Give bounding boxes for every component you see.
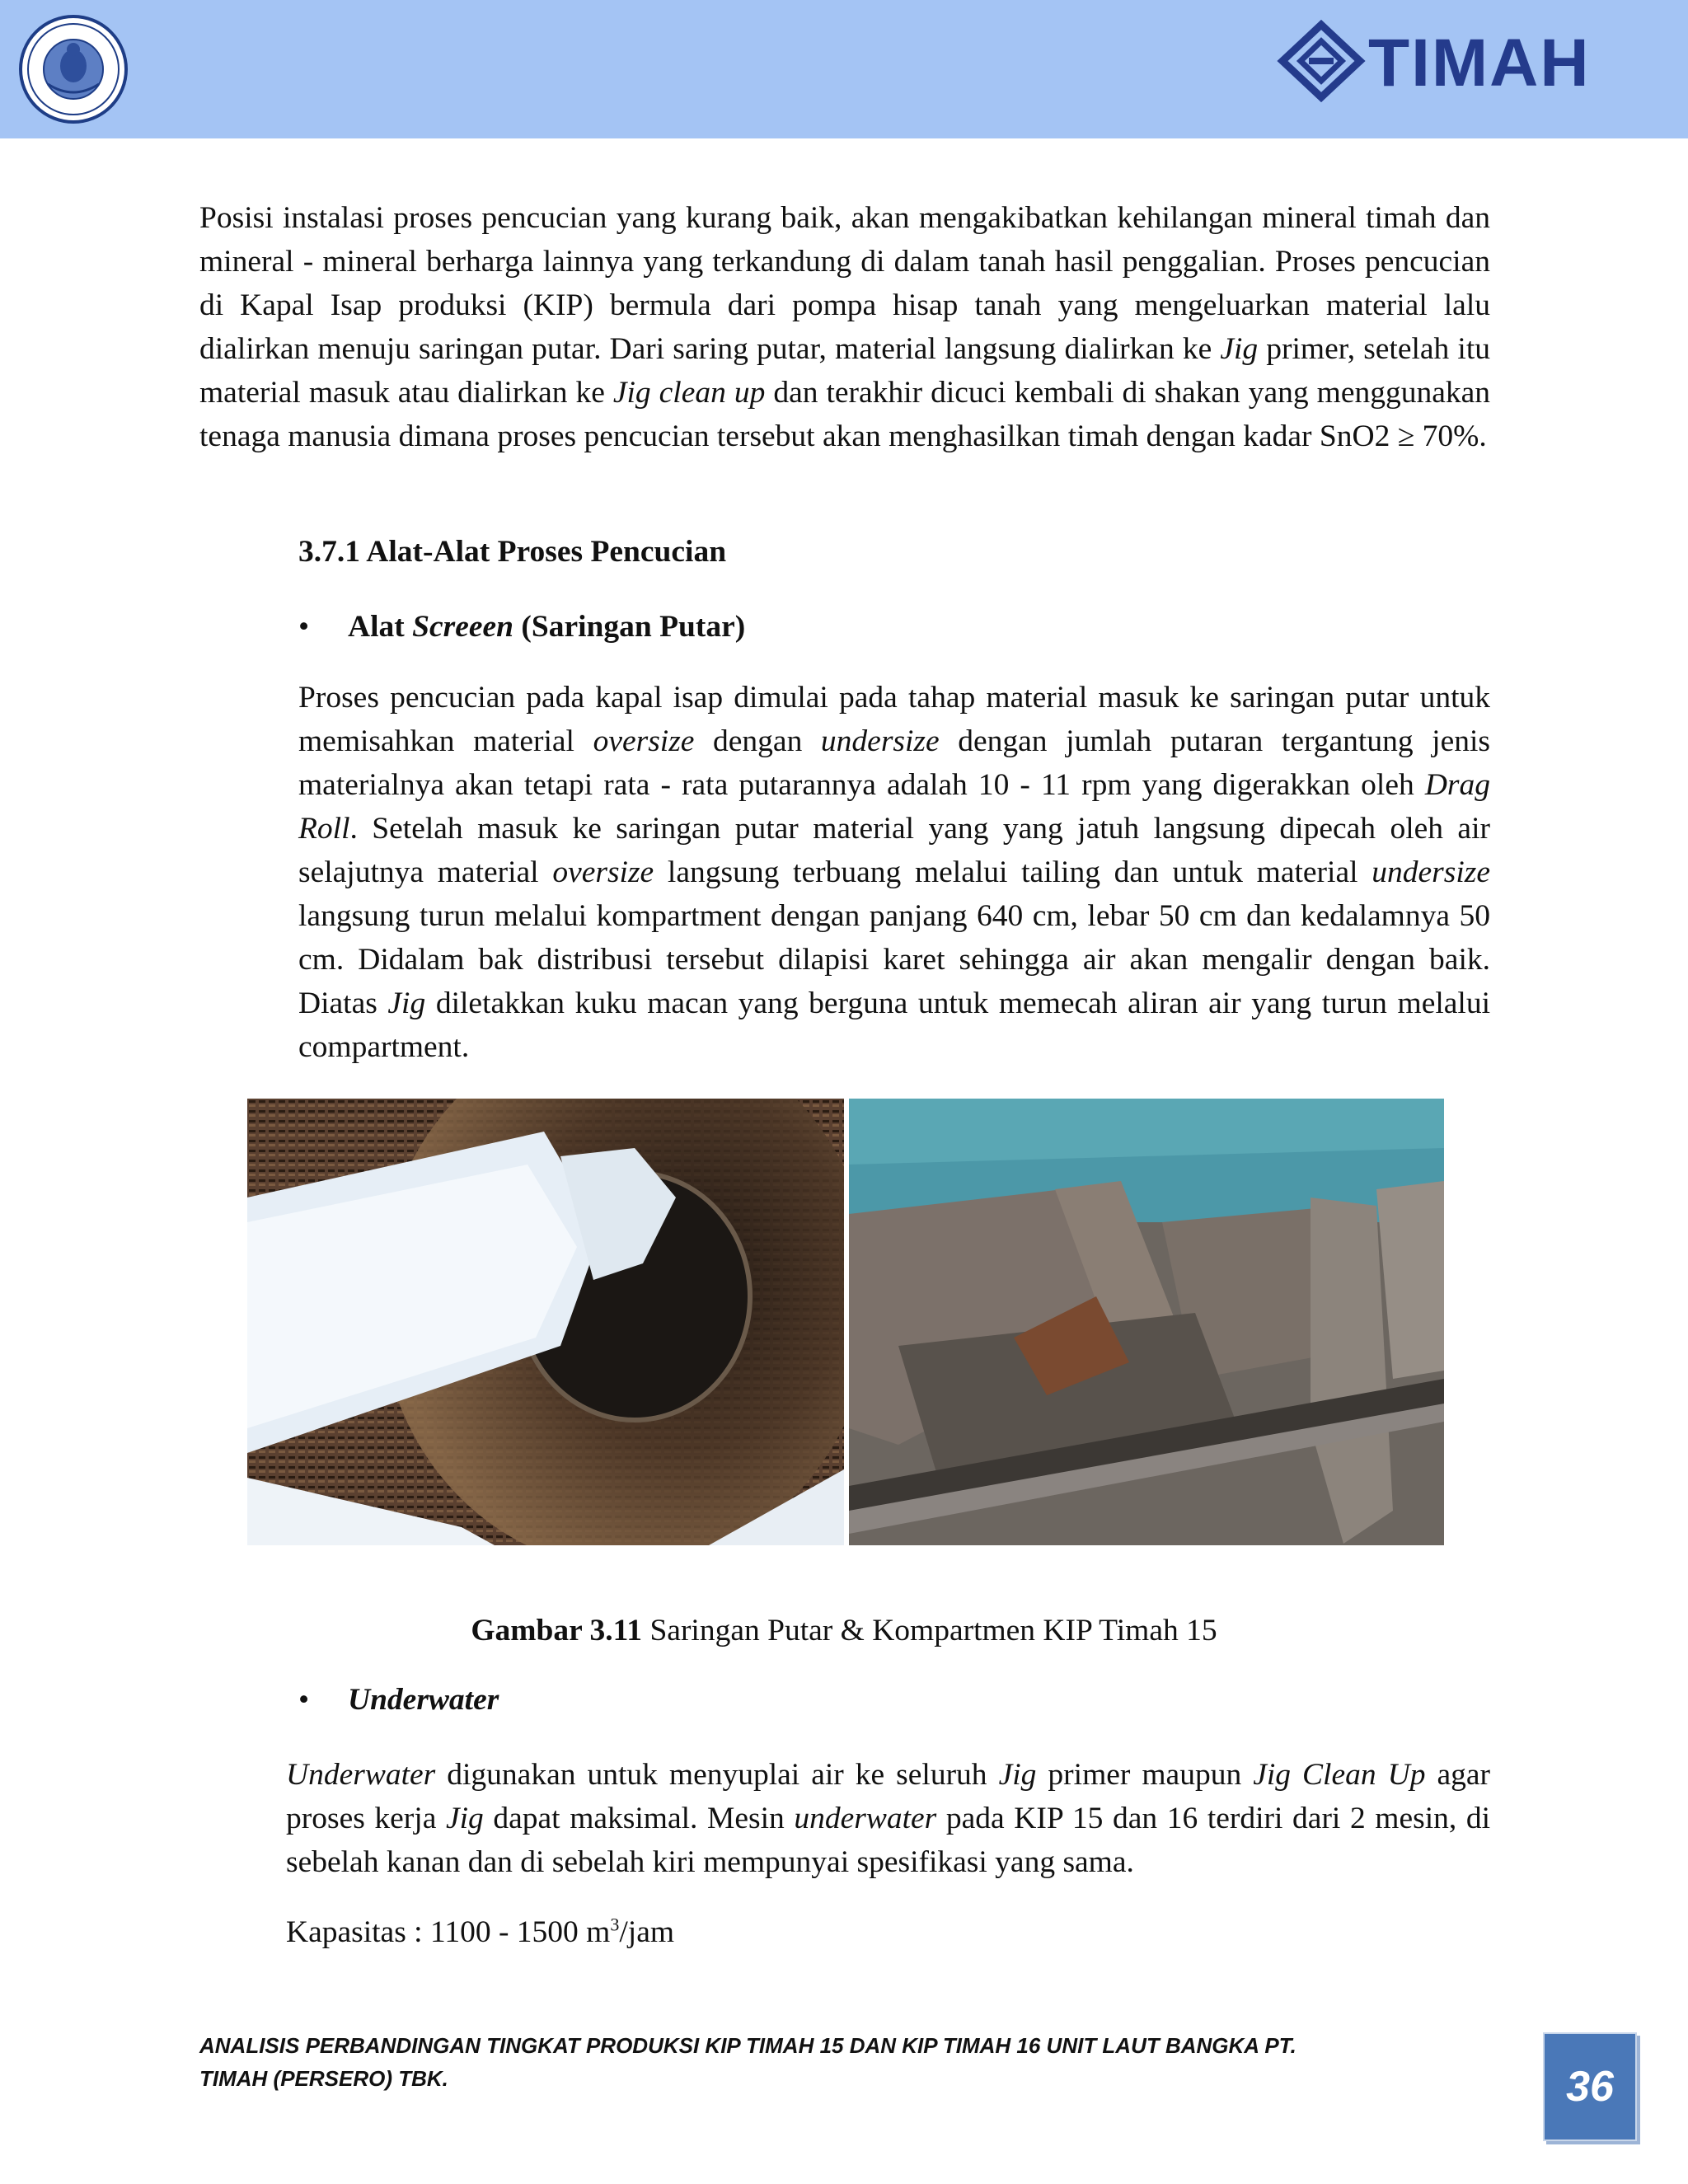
p2-t6: langsung turun melalui kompartment dengan panjang 640 cm, lebar 50 cm dan kedalamnya 50 cm. Didalam bak distribusi tersebut dilapisi karet sehingga air akan mengalir dengan baik. Diatas xyxy=(298,899,1490,1020)
bullet-dot: • xyxy=(298,610,310,644)
section-heading: 3.7.1 Alat-Alat Proses Pencucian xyxy=(298,535,727,569)
capacity-text xyxy=(286,1910,1490,1954)
p3-i5: underwater xyxy=(794,1802,937,1835)
p2-i6: Jig xyxy=(387,987,426,1020)
p2-i5: undersize xyxy=(1372,855,1490,889)
p2-t3: dengan jumlah putaran tergantung jenis materialnya akan tetapi rata - rata putarannya adalah 10 - 11 rpm yang digerakkan oleh xyxy=(298,724,1490,802)
figure-caption-text: Saringan Putar & Kompartmen KIP Timah 15 xyxy=(642,1614,1217,1647)
page-number: 36 xyxy=(1543,2032,1637,2141)
p3-i2: Jig xyxy=(998,1758,1037,1792)
intro-block xyxy=(199,196,1490,458)
page-header xyxy=(0,0,1688,138)
footer-line-1: ANALISIS PERBANDINGAN TINGKAT PRODUKSI KIP TIMAH 15 DAN KIP TIMAH 16 UNIT LAUT BANGKA PT. xyxy=(199,2033,1296,2058)
intro-paragraph xyxy=(199,196,1490,458)
p2-i2: undersize xyxy=(820,724,940,758)
footer-line-2: TIMAH (PERSERO) TBK. xyxy=(199,2066,448,2091)
p3-i3: Jig Clean Up xyxy=(1253,1758,1426,1792)
p3-t5: pada KIP 15 dan 16 terdiri dari 2 mesin, di sebelah kanan dan di sebelah kiri mempunyai spesifikasi yang sama. xyxy=(286,1802,1491,1879)
p2-t2: dengan xyxy=(694,724,821,758)
page-footer xyxy=(199,2029,1502,2095)
p3-t1: digunakan untuk menyuplai air ke seluruh xyxy=(435,1758,999,1792)
photo-compartment xyxy=(849,1099,1444,1545)
p2-i3: Drag Roll xyxy=(298,768,1490,846)
p2-t7: diletakkan kuku macan yang berguna untuk memecah aliran air yang turun melalui compartment. xyxy=(298,987,1490,1064)
intro-jig-clean-up: Jig clean up xyxy=(612,376,766,410)
p2-t1: Proses pencucian pada kapal isap dimulai pada tahap material masuk ke saringan putar untuk memisahkan material xyxy=(298,681,1490,758)
p3-t4: dapat maksimal. Mesin xyxy=(483,1802,795,1835)
bullet-screen-label-a: Alat xyxy=(348,610,413,644)
capacity-sup: 3 xyxy=(610,1914,620,1935)
itb-logo-icon xyxy=(12,15,135,138)
bullet-dot: • xyxy=(298,1683,310,1717)
figure-label: Gambar 3.11 xyxy=(471,1614,643,1647)
bullet-screen xyxy=(298,605,745,649)
screen-description xyxy=(298,676,1490,1069)
underwater-paragraph xyxy=(286,1753,1490,1884)
bullet-screen-label-italic: Screeen xyxy=(412,610,514,644)
p2-t5: langsung terbuang melalui tailing dan untuk material xyxy=(654,855,1372,889)
intro-text-3: dan terakhir dicuci kembali di shakan yang menggunakan tenaga manusia dimana proses pencucian tersebut akan menghasilkan timah dengan kadar SnO2 ≥ 70%. xyxy=(199,376,1490,453)
timah-logo-text: TIMAH xyxy=(1368,26,1591,101)
p3-i4: Jig xyxy=(445,1802,484,1835)
capacity-unit: /jam xyxy=(619,1915,675,1949)
bullet-underwater xyxy=(298,1678,499,1722)
p3-t3: agar proses kerja xyxy=(286,1758,1490,1835)
screen-paragraph xyxy=(298,676,1490,1069)
intro-text-2: primer, setelah itu material masuk atau dialirkan ke xyxy=(199,332,1490,410)
p2-i4: oversize xyxy=(552,855,654,889)
p2-i1: oversize xyxy=(593,724,695,758)
p3-i1: Underwater xyxy=(286,1758,436,1792)
underwater-description xyxy=(286,1753,1490,1884)
capacity-label: Kapasitas : 1100 - 1500 m xyxy=(286,1915,611,1949)
capacity-line xyxy=(286,1910,1490,1954)
photo-rotary-screen xyxy=(247,1099,844,1545)
p3-t2: primer maupun xyxy=(1036,1758,1254,1792)
timah-mark-icon xyxy=(1276,20,1367,102)
bullet-screen-label-b: (Saringan Putar) xyxy=(513,610,746,644)
figure-caption xyxy=(0,1609,1688,1652)
intro-text-1: Posisi instalasi proses pencucian yang kurang baik, akan mengakibatkan kehilangan mineral timah dan mineral - mineral berharga lainnya yang terkandung di dalam tanah hasil penggalian. Proses pencucian di Kapal Isap produksi (KIP) bermula dari pompa hisap tanah yang mengeluarkan material lalu dialirkan menuju saringan putar. Dari saring putar, material langsung dialirkan ke xyxy=(199,201,1490,366)
intro-jig: Jig xyxy=(1220,332,1259,366)
timah-logo xyxy=(1276,20,1663,110)
bullet-underwater-label: Underwater xyxy=(348,1683,499,1717)
p2-t4: . Setelah masuk ke saringan putar material yang yang jatuh langsung dipecah oleh air selajutnya material xyxy=(298,812,1490,889)
